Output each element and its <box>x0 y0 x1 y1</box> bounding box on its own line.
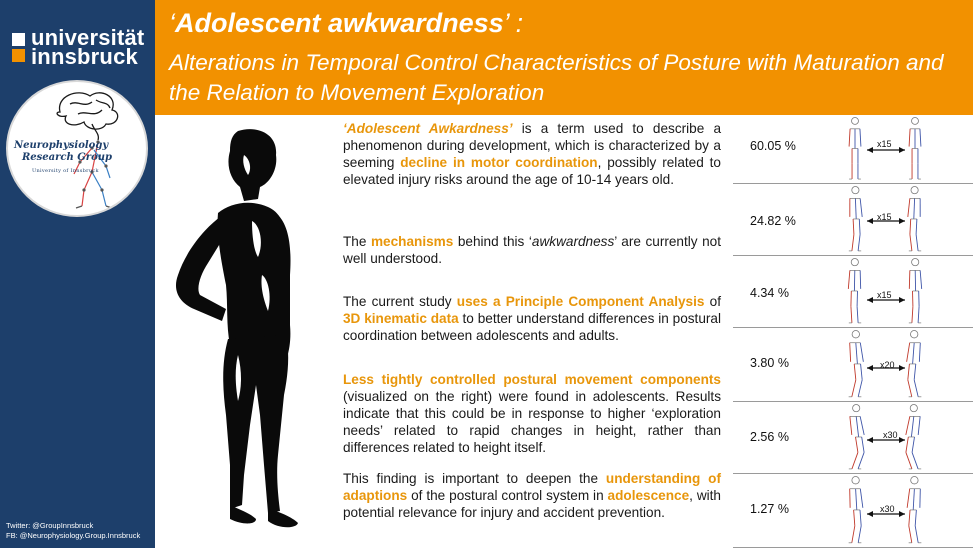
facebook-handle[interactable]: FB: @Neurophysiology.Group.Innsbruck <box>6 531 141 540</box>
paragraph-mechanisms <box>343 233 721 267</box>
page-subtitle: Alterations in Temporal Control Characteristics of Posture with Maturation and the Relation to Movement Exploration <box>169 50 944 105</box>
logo-text <box>31 25 145 69</box>
social-links <box>6 521 140 541</box>
sidebar <box>0 0 155 548</box>
title-main: Adolescent awkwardness <box>175 8 504 38</box>
component-percent: 24.82 % <box>750 214 796 228</box>
p1-text-b: , possibly related to elevated injury risks around the age of 10-14 years old. <box>343 155 721 187</box>
highlight-adolescence: adolescence <box>607 488 690 503</box>
paragraph-study <box>343 293 721 344</box>
highlight-pca: uses a Principle Component Analysis <box>456 294 705 309</box>
amplification-label: x20 <box>880 360 895 370</box>
stick-figures <box>733 115 973 548</box>
p2-text-a: The <box>343 234 371 249</box>
title-quote-close: ’ : <box>503 8 524 38</box>
p5-text-c: , with potential relevance for injury and accident prevention. <box>343 488 721 520</box>
highlight-understanding: understanding of adaptions <box>343 471 721 503</box>
group-name <box>14 140 144 164</box>
p5-text-a: This finding is important to deepen the <box>343 471 606 486</box>
p2-text-b: behind this ‘ <box>453 234 532 249</box>
university-logo[interactable] <box>12 25 145 69</box>
component-percent: 2.56 % <box>750 430 789 444</box>
p3-text-c: to better understand differences in postural coordination between adolescents and adults. <box>343 311 721 343</box>
component-figure-pair <box>848 259 921 323</box>
term-adolescent-awkwardness: ‘Adolescent Awkardness’ <box>343 121 513 136</box>
p3-text-b: of <box>704 294 721 309</box>
twitter-handle[interactable]: Twitter: @GroupInnsbruck <box>6 521 94 530</box>
p4-text: (visualized on the right) were found in adolescents. Results indicate that this could be in response to higher ‘exploration needs’ related to rapid changes in height, rather than differences related to height itself. <box>343 389 721 455</box>
title-quote-open: ‘ <box>169 8 175 38</box>
highlight-3d-kinematic: 3D kinematic data <box>343 311 459 326</box>
component-figure-pair <box>849 477 922 543</box>
page-title <box>169 8 523 39</box>
highlight-mechanisms: mechanisms <box>370 234 454 249</box>
highlight-decline: decline in motor coordination <box>400 155 598 170</box>
amplification-label: x15 <box>877 139 892 149</box>
group-name-line-1: Neurophysiology <box>14 140 109 151</box>
amplification-label: x15 <box>877 290 892 300</box>
highlight-less-controlled: Less tightly controlled postural movement components <box>343 372 721 387</box>
amplification-label: x15 <box>877 212 892 222</box>
component-figure-pair <box>849 405 921 469</box>
amplification-label: x30 <box>883 430 898 440</box>
component-percent: 4.34 % <box>750 286 789 300</box>
p5-text-b: of the postural control system in <box>407 488 608 503</box>
component-percent: 1.27 % <box>750 502 789 516</box>
paragraph-definition <box>343 120 721 188</box>
header-banner <box>155 0 973 115</box>
paragraph-results <box>343 371 721 456</box>
component-percent: 3.80 % <box>750 356 789 370</box>
amplification-label: x30 <box>880 504 895 514</box>
group-name-line-2: Research Group <box>22 152 112 163</box>
component-figure-pair <box>849 331 922 397</box>
logo-line-1: universität <box>31 25 145 50</box>
research-group-logo <box>6 80 148 217</box>
logo-squares <box>12 33 25 62</box>
paragraph-conclusion <box>343 470 721 521</box>
component-figure-pair <box>849 187 921 251</box>
logo-line-2: innsbruck <box>31 44 138 69</box>
p2-text-c: ’ are currently not well understood. <box>343 234 722 266</box>
p3-text-a: The current study <box>343 294 457 309</box>
component-percent: 60.05 % <box>750 139 796 153</box>
component-figure-pair <box>849 117 921 179</box>
group-subtitle: University of Innsbruck <box>32 168 99 174</box>
p2-italic: awkwardness <box>531 234 615 249</box>
adolescent-silhouette-image <box>160 125 340 533</box>
p1-text-a: is a term used to describe a phenomenon during development, which is characterized by a seeming <box>343 121 722 170</box>
